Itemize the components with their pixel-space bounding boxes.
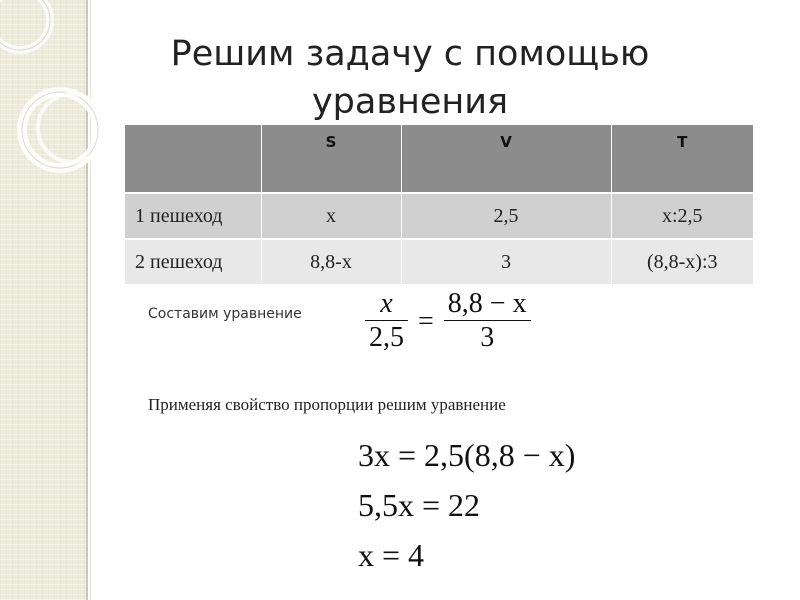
table-cell: 1 пешеход [125,193,261,239]
solution-line-1: 3x = 2,5(8,8 − x) [358,437,576,473]
right-fraction [444,288,531,355]
proportion-equation [365,288,531,355]
table-header-row [125,125,753,193]
table-header-v: V [401,125,611,193]
table-header-empty [125,125,261,193]
apply-property-caption: Применяя свойство пропорции решим уравнение [148,395,506,414]
compose-equation-caption: Составим уравнение [148,306,302,322]
table-cell: х [261,193,401,239]
table-header-s: S [261,125,401,193]
solution-line-2: 5,5x = 22 [358,487,481,523]
table-cell: (8,8-х):3 [611,239,753,284]
left-fraction [365,288,408,355]
right-denominator: 3 [444,320,531,355]
table-cell: 2,5 [401,193,611,239]
left-numerator: x [380,288,393,319]
solution-line-3: x = 4 [358,537,425,573]
page-title: Решим задачу с помощью уравнения [170,34,650,122]
table-cell: 2 пешеход [125,239,261,284]
table-header-t: T [611,125,753,193]
right-numerator: 8,8 − x [447,288,527,319]
data-table [125,125,753,284]
table-cell: 3 [401,239,611,284]
left-denominator: 2,5 [365,320,408,355]
equals-sign: = [418,305,434,337]
table-row [125,193,753,239]
decorative-circles-icon [0,0,140,220]
table-cell: х:2,5 [611,193,753,239]
table-row [125,239,753,284]
table-cell: 8,8-х [261,239,401,284]
